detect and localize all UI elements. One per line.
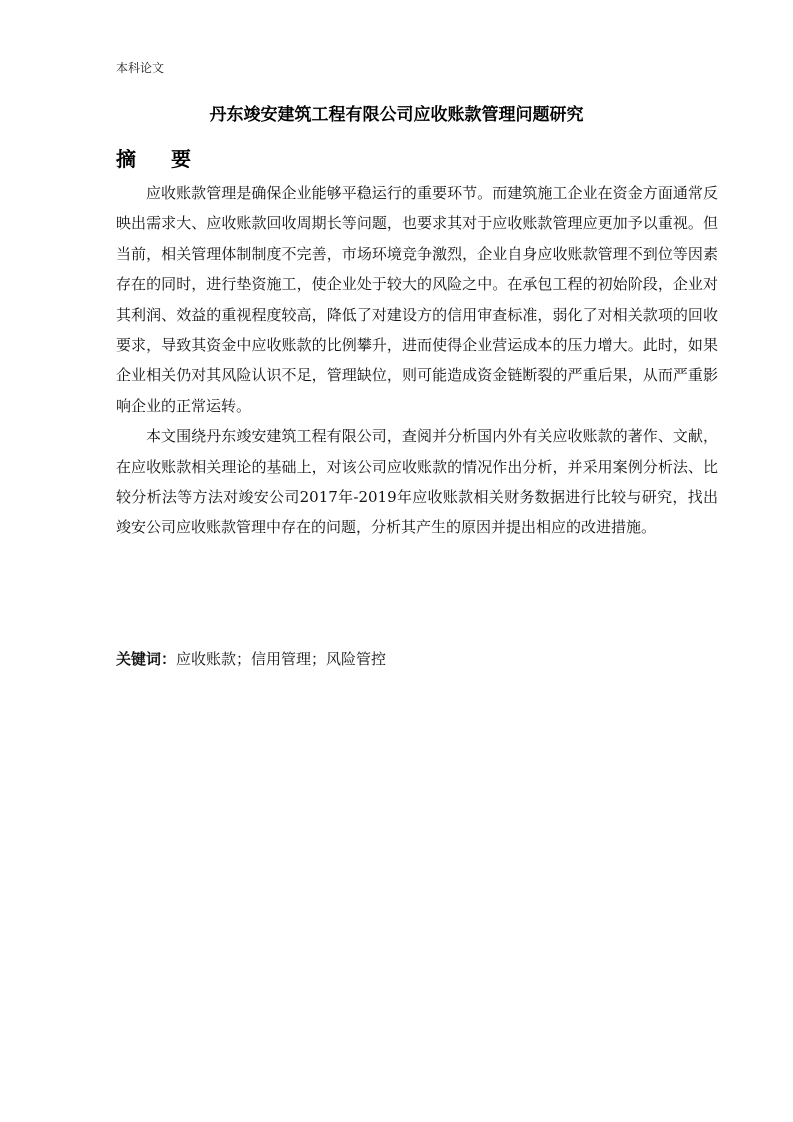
keywords-text: 应收账款；信用管理；风险管控: [176, 650, 387, 668]
keywords-line: [116, 648, 386, 670]
abstract-paragraph-1: 应收账款管理是确保企业能够平稳运行的重要环节。而建筑施工企业在资金方面通常反映出需求大、应收账款回收周期长等问题，也要求其对于应收账款管理应更加予以重视。但当前，相关管理体制制度不完善，市场环境竞争激烈，企业自身应收账款管理不到位等因素存在的同时，进行垫资施工，使企业处于较大的风险之中。在承包工程的初始阶段，企业对其利润、效益的重视程度较高，降低了对建设方的信用审查标准，弱化了对相关款项的回收要求，导致其资金中应收账款的比例攀升，进而使得企业营运成本的压力增大。此时，如果企业相关仍对其风险认识不足，管理缺位，则可能造成资金链断裂的严重后果，从而严重影响企业的正常运转。: [116, 184, 718, 415]
abstract-body: [116, 178, 718, 543]
keywords-label: 关键词：: [116, 650, 177, 668]
header-label: 本科论文: [116, 61, 165, 75]
document-title: 丹东竣安建筑工程有限公司应收账款管理问题研究: [209, 105, 584, 125]
abstract-heading: 摘 要: [116, 147, 205, 171]
abstract-paragraph-2: 本文围绕丹东竣安建筑工程有限公司，查阅并分析国内外有关应收账款的著作、文献，在应收账款相关理论的基础上，对该公司应收账款的情况作出分析，并采用案例分析法、比较分析法等方法对竣安公司2017年-2019年应收账款相关财务数据进行比较与研究，找出竣安公司应收账款管理中存在的问题，分析其产生的原因并提出相应的改进措施。: [116, 427, 718, 537]
